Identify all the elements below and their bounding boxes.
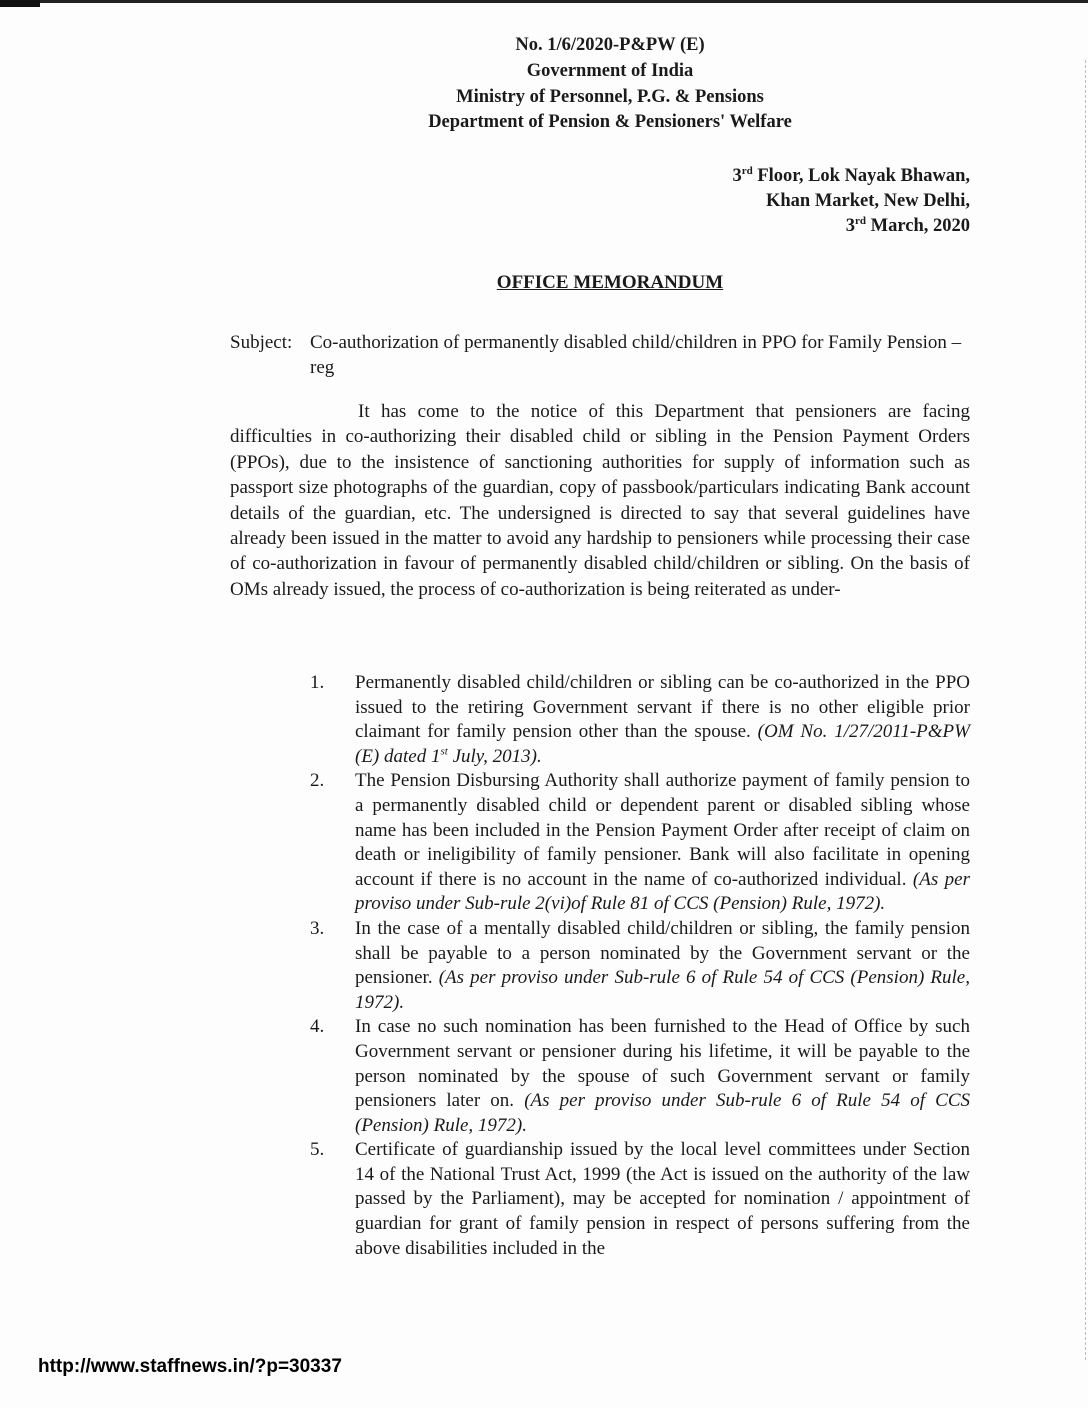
subject-line <box>230 331 970 380</box>
document-title: OFFICE MEMORANDUM <box>496 272 724 293</box>
list-item <box>310 917 970 1015</box>
item-number: 3. <box>310 917 325 939</box>
scan-mark <box>0 0 40 7</box>
address-block <box>732 164 970 239</box>
item-number: 4. <box>310 1016 325 1038</box>
intro-paragraph: It has come to the notice of this Department that pensioners are facing difficulties in co-authorizing their disabled child or sibling in the Pension Payment Orders (PPOs), due to the insistence of sanctioning authorities for supply of information such as passport size photographs of the guardian, copy of passbook/particulars indicating Bank account details of the guardian, etc. The undersigned is directed to say that several guidelines have already been issued in the matter to avoid any hardship to pensioners while processing their case of co-authorization in favour of permanently disabled child/children or sibling. On the basis of OMs already issued, the process of co-authorization is being reiterated as under- <box>230 401 970 600</box>
subject-text: Co-authorization of permanently disabled child/children in PPO for Family Pension – reg <box>310 332 962 378</box>
item-citation: (As per proviso under Sub-rule 2(vi)of Rule 81 of CCS (Pension) Rule, 1972). <box>355 868 971 915</box>
floor-suffix: rd <box>741 164 753 177</box>
list-item <box>310 671 970 769</box>
item-body <box>355 1015 970 1138</box>
item-number: 2. <box>310 770 325 792</box>
date-day: 3 <box>845 216 856 236</box>
item-text: In case no such nomination has been furnished to the Head of Office by such Government servant or pensioner during his lifetime, it will be payable to the person nominated by the spouse of such Government servant or family pensioners later on. <box>355 1016 970 1112</box>
document-header <box>300 33 920 136</box>
item-citation: (As per proviso under Sub-rule 6 of Rule 54 of CCS (Pension) Rule, 1972). <box>355 1090 971 1136</box>
item-text: In the case of a mentally disabled child/children or sibling, the family pension shall be payable to a person nominated by the Government servant or the pensioner. <box>355 917 970 989</box>
government-name: Government of India <box>526 60 694 81</box>
department-name: Department of Pension & Pensioners' Welfare <box>428 112 792 133</box>
floor-number: 3 <box>732 166 742 186</box>
scan-edge <box>0 0 1088 3</box>
address-line-1 <box>732 164 970 189</box>
citation-suffix: st <box>440 745 448 758</box>
file-number: No. 1/6/2020-P&PW (E) <box>515 35 705 55</box>
citation-text: (OM No. 1/27/2011-P&PW (E) dated 1 <box>355 721 970 767</box>
guidelines-list <box>310 671 970 1261</box>
item-citation: (As per proviso under Sub-rule 6 of Rule 54 of CCS (Pension) Rule, 1972). <box>355 967 970 1013</box>
list-item <box>310 769 970 917</box>
item-body <box>355 671 970 769</box>
citation-text-end: July, 2013). <box>447 745 542 767</box>
document-date <box>732 214 970 239</box>
item-body: Certificate of guardianship issued by the local level committees under Section 14 of the National Trust Act, 1999 (the Act is issued on the authority of the law passed by the Parliament), may be accepted for nomination / appointment of guardian for grant of family pension in respect of persons suffering from the above disabilities included in the <box>355 1139 970 1259</box>
item-number: 1. <box>310 672 325 693</box>
date-rest: March, 2020 <box>866 216 970 236</box>
date-suffix: rd <box>855 214 867 227</box>
list-item <box>310 1015 970 1138</box>
item-body <box>355 917 970 1015</box>
ministry-name: Ministry of Personnel, P.G. & Pensions <box>456 86 764 107</box>
item-number: 5. <box>310 1139 325 1161</box>
subject-label: Subject: <box>230 332 293 353</box>
item-text: Permanently disabled child/children or sibling can be co-authorized in the PPO issued to the retiring Government servant if there is no other eligible prior claimant for family pension other than the spouse. <box>355 672 970 743</box>
item-text: The Pension Disbursing Authority shall authorize payment of family pension to a permanently disabled child or dependent parent or disabled sibling whose name has been included in the Pension Payment Order after receipt of claim on death or ineligibility of family pensioner. Bank will also facilitate in opening account if there is no account in the name of co-authorized individual. <box>355 770 970 890</box>
address-line-2: Khan Market, New Delhi, <box>766 191 970 211</box>
source-url-link[interactable]: http://www.staffnews.in/?p=30337 <box>38 1356 342 1377</box>
scan-edge-right <box>1084 60 1086 1360</box>
floor-text: Floor, Lok Nayak Bhawan, <box>752 166 970 186</box>
item-body <box>355 769 970 917</box>
list-item <box>310 1138 970 1261</box>
